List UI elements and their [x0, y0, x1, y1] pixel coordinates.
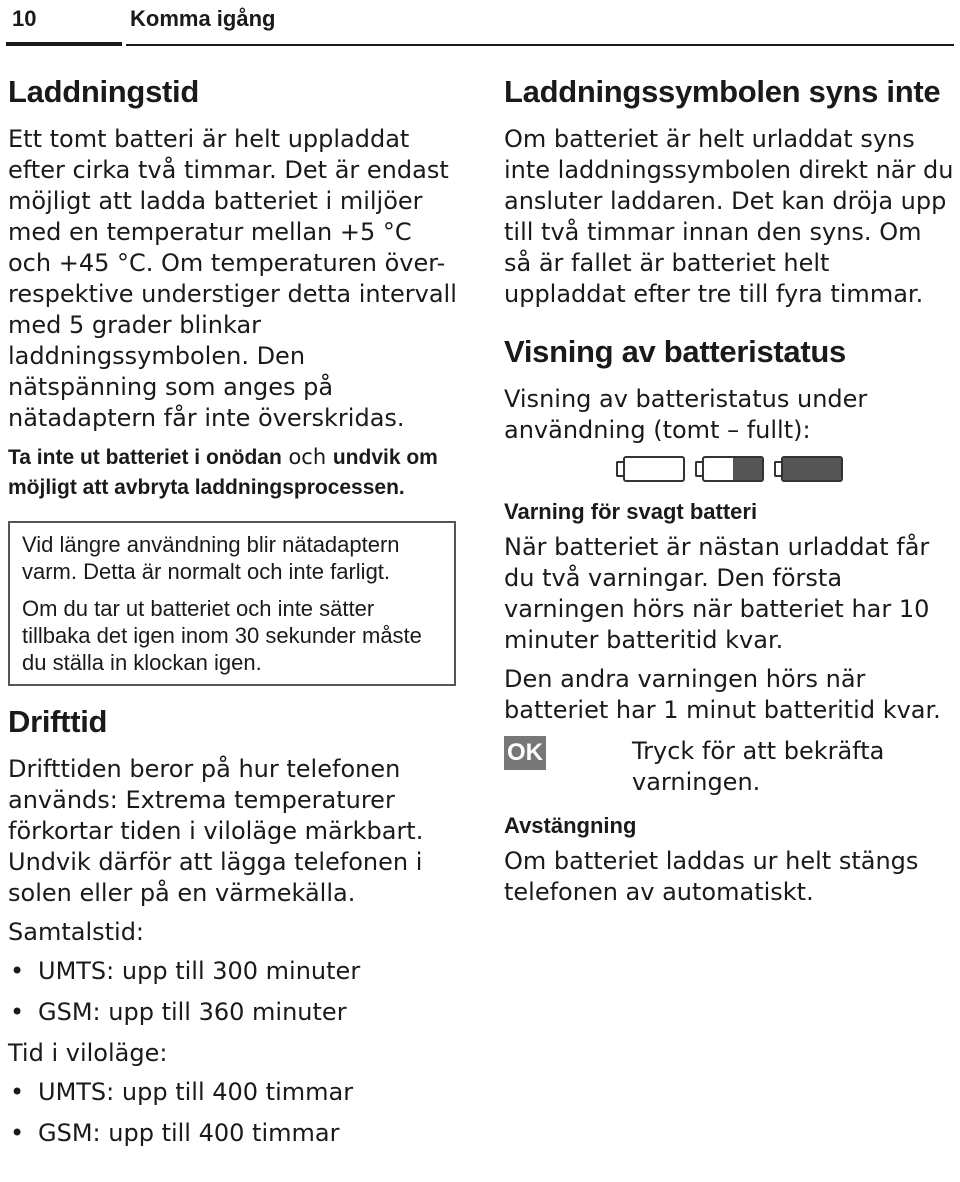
low-battery-p1: När batteriet är nästan urladdat får du två varningar. Den första varningen hörs när batteriet har 10 minuter batteritid kvar. [504, 533, 930, 654]
left-column [8, 72, 458, 1159]
talk-time-label: Samtalstid: [8, 918, 145, 946]
charging-warning [8, 442, 458, 503]
note-line-1: Vid längre användning blir nätadaptern varm. Detta är normalt och inte farligt. [22, 532, 400, 584]
low-battery-p2: Den andra varningen hörs när batteriet har 1 minut batteritid kvar. [504, 665, 941, 724]
charging-symbol-body: Om batteriet är helt urladdat syns inte laddningssymbolen direkt när du ansluter laddaren. Det kan dröja upp till två timmar innan den syns. Om så är fallet är batteriet helt uppladdat efter tre till fyra timmar. [504, 125, 954, 308]
standby-time-label: Tid i viloläge: [8, 1039, 168, 1067]
charging-time-heading: Laddningstid [8, 74, 199, 109]
warning-part2: undvik om möjligt att avbryta laddningsprocessen [8, 446, 438, 499]
list-item: • GSM: upp till 360 minuter [8, 997, 458, 1028]
operating-time-heading: Drifttid [8, 704, 108, 739]
page-number: 10 [12, 6, 37, 31]
talk-time-list [8, 956, 458, 1028]
note-box [8, 521, 456, 686]
battery-status-icons [616, 454, 954, 484]
page-header [6, 0, 954, 48]
warning-end: . [398, 476, 405, 499]
list-item: • UMTS: upp till 400 timmar [8, 1077, 458, 1108]
battery-icon [774, 456, 843, 482]
battery-status-body: Visning av batteristatus under användning (tomt – fullt): [504, 385, 868, 444]
header-rule-thick [6, 42, 122, 46]
list-item: • GSM: upp till 400 timmar [8, 1118, 458, 1149]
chapter-title: Komma igång [130, 6, 276, 31]
warning-connector: och [281, 445, 333, 469]
right-column [504, 72, 954, 916]
ok-instruction [504, 736, 954, 798]
ok-key[interactable]: OK [504, 736, 546, 770]
ok-instruction-text: Tryck för att bekräfta varningen. [632, 737, 885, 796]
shutdown-body: Om batteriet laddas ur helt stängs telefonen av automatiskt. [504, 847, 919, 906]
battery-status-heading: Visning av batteristatus [504, 334, 846, 369]
low-battery-heading: Varning för svagt batteri [504, 499, 758, 524]
shutdown-heading: Avstängning [504, 813, 637, 838]
charging-symbol-heading: Laddningssymbolen syns inte [504, 74, 941, 109]
charging-time-body: Ett tomt batteri är helt uppladdat efter cirka två timmar. Det är endast möjligt att ladda batteriet i miljöer med en temperatur mellan +5 °C och +45 °C. Om temperaturen över- respektive understiger detta intervall med 5 grader blinkar laddningssymbolen. Den nätspänning som anges på nätadaptern får inte överskridas. [8, 125, 457, 432]
header-rule-thin [126, 44, 954, 46]
battery-icon [616, 456, 685, 482]
list-item: • UMTS: upp till 300 minuter [8, 956, 458, 987]
note-line-2: Om du tar ut batteriet och inte sätter tillbaka det igen inom 30 sekunder måste du ställa in klockan igen. [22, 596, 422, 675]
operating-time-body: Drifttiden beror på hur telefonen används: Extrema temperaturer förkortar tiden i viloläge märkbart. Undvik därför att lägga telefonen i solen eller på en värmekälla. [8, 755, 424, 907]
battery-icon [695, 456, 764, 482]
standby-time-list [8, 1077, 458, 1149]
warning-part1: Ta inte ut batteriet i onödan [8, 446, 282, 469]
